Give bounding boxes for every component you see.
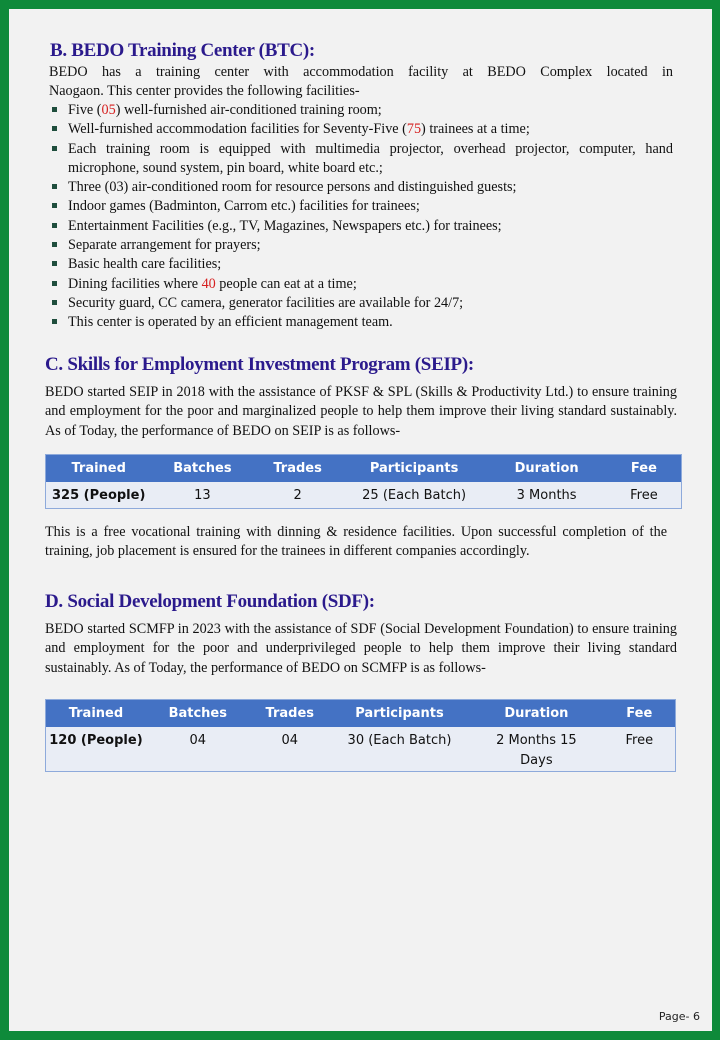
table-cell: Free (607, 482, 682, 509)
bullet-text: ) trainees at a time; (421, 121, 530, 138)
bullet-text: people can eat at a time; (215, 275, 357, 292)
table-cell: 04 (146, 727, 250, 772)
column-header: Duration (469, 700, 603, 728)
highlight-number: 05 (101, 102, 116, 118)
document-page (9, 9, 712, 1031)
bullet-text: Security guard, CC camera, generator facilities are available for 24/7; (68, 294, 464, 311)
table-cell: Free (604, 727, 676, 772)
facilities-list (49, 101, 673, 333)
list-item (49, 120, 673, 139)
bullet-text: Well-furnished accommodation facilities for Seventy-Five ( (68, 121, 407, 138)
column-header: Fee (604, 700, 676, 728)
bullet-text: Dining facilities where (68, 275, 202, 292)
list-item (49, 275, 673, 294)
bullet-square-icon (52, 300, 57, 305)
bullet-text: Each training room is equipped with multimedia projector, overhead projector, computer, hand microphone, sound system, pin board, white board etc.; (68, 140, 673, 176)
highlight-number: 75 (406, 121, 422, 138)
section-b-intro (49, 63, 673, 102)
section-b-intro-line1: BEDO has a training center with accommodation facility at BEDO Complex located in (49, 64, 673, 80)
seip-table (45, 454, 682, 509)
list-item (49, 313, 673, 332)
table-cell: 2 Months 15 Days (469, 727, 603, 772)
list-item (49, 294, 673, 313)
bullet-text: Separate arrangement for prayers; (68, 237, 261, 254)
bullet-square-icon (52, 242, 57, 247)
column-header: Trades (250, 700, 330, 728)
section-d-heading: D. Social Development Foundation (SDF): (45, 591, 375, 612)
bullet-text: Indoor games (Badminton, Carrom etc.) facilities for trainees; (68, 198, 420, 215)
bullet-square-icon (52, 261, 57, 266)
highlight-number: 40 (201, 275, 216, 292)
table-cell: 25 (Each Batch) (342, 482, 487, 509)
section-b-heading: B. BEDO Training Center (BTC): (50, 40, 315, 61)
bullet-square-icon (52, 281, 57, 286)
bullet-text: Entertainment Facilities (e.g., TV, Magazines, Newspapers etc.) for trainees; (68, 217, 502, 234)
list-item (49, 236, 673, 255)
bullet-square-icon (52, 184, 57, 189)
section-c-heading: C. Skills for Employment Investment Program (SEIP): (45, 354, 474, 375)
list-item (49, 178, 673, 197)
table-cell: 3 Months (486, 482, 607, 509)
column-header: Trained (46, 700, 146, 728)
section-c-intro: BEDO started SEIP in 2018 with the assistance of PKSF & SPL (Skills & Productivity Ltd.) to ensure training and employment for the poor and marginalized people to help them improve their living standard sustainably. As of Today, the performance of BEDO on SEIP is as follows- (45, 384, 677, 439)
column-header: Trained (46, 455, 152, 483)
column-header: Participants (342, 455, 487, 483)
list-item (49, 101, 673, 120)
section-d-intro: BEDO started SCMFP in 2023 with the assistance of SDF (Social Development Foundation) to ensure training and employment for the poor and underprivileged people to help them improve their living standard sustainably. As of Today, the performance of BEDO on SCMFP is as follows- (45, 621, 677, 676)
list-item (49, 140, 673, 179)
column-header: Batches (146, 700, 250, 728)
bullet-square-icon (52, 107, 57, 112)
section-c-note: This is a free vocational training with dinning & residence facilities. Upon successful completion of the training, job placement is ensured for the trainees in different companies accordingly. (45, 524, 667, 560)
page-number: Page- 6 (658, 1010, 700, 1023)
table-row (46, 727, 676, 772)
bullet-square-icon (52, 319, 57, 324)
seip-table-header (46, 455, 682, 483)
column-header: Trades (253, 455, 341, 483)
list-item (49, 217, 673, 236)
table-cell: 13 (151, 482, 253, 509)
table-row (46, 482, 682, 509)
bullet-square-icon (52, 126, 57, 131)
section-b-intro-line2: Naogaon. This center provides the following facilities- (49, 83, 360, 100)
table-cell: 325 (People) (46, 482, 152, 509)
table-cell: 2 (253, 482, 341, 509)
bullet-text: Five ( (68, 102, 102, 118)
column-header: Fee (607, 455, 682, 483)
sdf-table (45, 699, 676, 772)
list-item (49, 255, 673, 274)
table-cell: 30 (Each Batch) (330, 727, 469, 772)
bullet-text: ) well-furnished air-conditioned training room; (115, 102, 382, 118)
bullet-square-icon (52, 223, 57, 228)
table-cell: 120 (People) (46, 727, 146, 772)
column-header: Participants (330, 700, 469, 728)
bullet-square-icon (52, 146, 57, 151)
bullet-text: Basic health care facilities; (68, 256, 222, 273)
list-item (49, 197, 673, 216)
column-header: Batches (151, 455, 253, 483)
table-cell: 04 (250, 727, 330, 772)
bullet-square-icon (52, 203, 57, 208)
sdf-table-header (46, 700, 676, 728)
bullet-text: This center is operated by an efficient management team. (68, 314, 393, 331)
column-header: Duration (486, 455, 607, 483)
bullet-text: Three (03) air-conditioned room for resource persons and distinguished guests; (68, 179, 517, 196)
